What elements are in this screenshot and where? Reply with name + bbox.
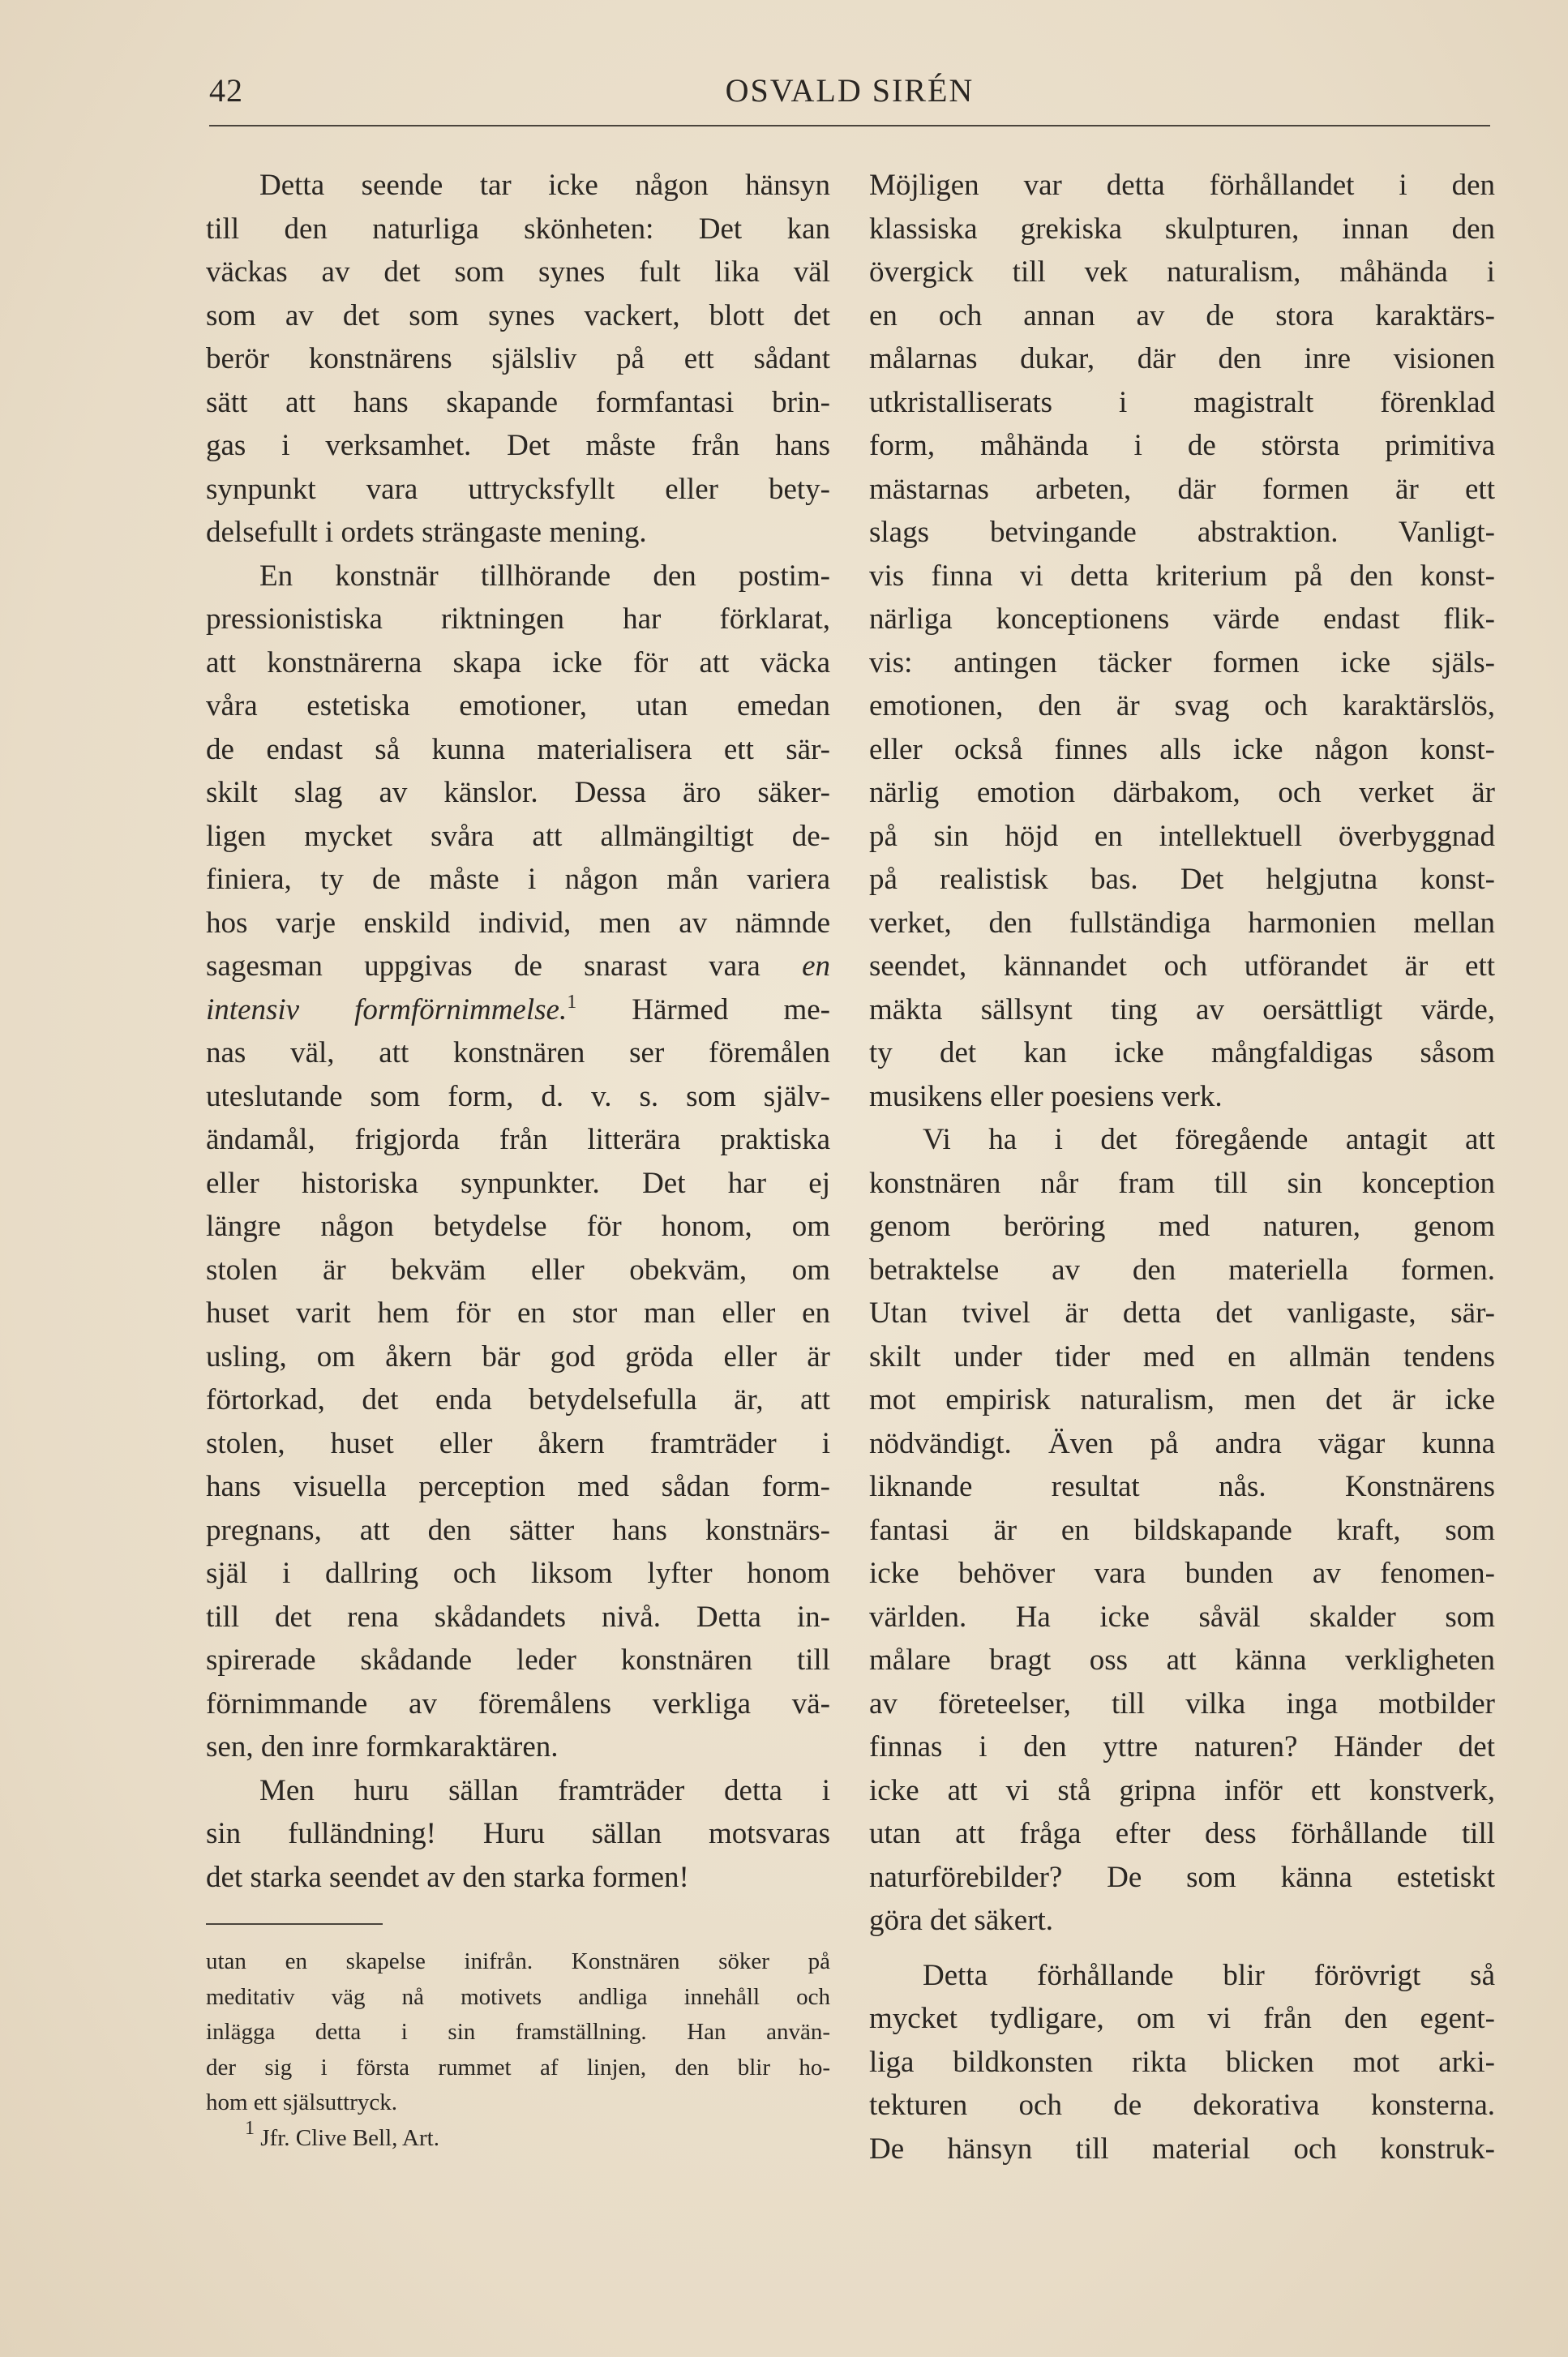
text-line: mästarnas arbeten, där formen är ett: [869, 472, 1495, 506]
text-line: utkristalliserats i magistralt förenklad: [869, 385, 1495, 419]
text-line: finnas i den yttre naturen? Händer det: [869, 1730, 1495, 1763]
text-line: naturförebilder? De som känna estetiskt: [869, 1860, 1495, 1894]
text-line: spirerade skådande leder konstnären till: [206, 1643, 830, 1677]
text-line: pressionistiska riktningen har förklarat,: [206, 602, 830, 636]
right-paragraph-2: [869, 1118, 1495, 1943]
text-line: göra det säkert.: [869, 1904, 1054, 1937]
right-paragraph-3: [869, 1954, 1495, 2171]
text-line: konstnären når fram till sin konception: [869, 1166, 1495, 1200]
text-line: utan att fråga efter dess förhållande till: [869, 1817, 1495, 1850]
text-line: mot empirisk naturalism, men det är icke: [869, 1383, 1495, 1416]
text-fragment: Härmed me-: [576, 992, 830, 1026]
text-line: våra estetiska emotioner, utan emedan: [206, 689, 830, 722]
text-line: stolen, huset eller åkern framträder i: [206, 1426, 830, 1460]
footnote-text: Jfr. Clive Bell, Art.: [255, 2124, 439, 2151]
text-line: Men huru sällan framträder detta i: [259, 1773, 830, 1807]
text-line: fantasi är en bildskapande kraft, som: [869, 1513, 1495, 1547]
text-line: De hänsyn till material och konstruk-: [869, 2132, 1495, 2166]
text-line: pregnans, att den sätter hans konstnärs-: [206, 1513, 830, 1547]
text-line: betraktelse av den materiella formen.: [869, 1253, 1495, 1287]
text-line: ty det kan icke mångfaldigas såsom: [869, 1036, 1495, 1069]
text-line: Detta förhållande blir förövrigt så: [923, 1958, 1495, 1992]
text-line: de endast så kunna materialisera ett sär-: [206, 732, 830, 766]
italic-phrase-start: en: [802, 949, 831, 983]
left-paragraph-2: [206, 555, 830, 1769]
text-line: längre någon betydelse för honom, om: [206, 1210, 830, 1243]
footnote-line: meditativ väg nå motivets andliga innehåll och: [206, 1983, 830, 2010]
text-line-with-italic: [206, 988, 830, 1032]
text-line: övergick till vek naturalism, måhända i: [869, 255, 1495, 289]
footnote-1: [206, 2117, 830, 2157]
page-number: 42: [209, 72, 243, 109]
text-line: liknande resultat nås. Konstnärens: [869, 1470, 1495, 1503]
text-line: sätt att hans skapande formfantasi brin-: [206, 385, 830, 419]
right-paragraph-1: [869, 164, 1495, 1118]
text-line: till den naturliga skönheten: Det kan: [206, 212, 830, 246]
text-line: gas i verksamhet. Det måste från hans: [206, 429, 830, 462]
text-line: liga bildkonsten rikta blicken mot arki-: [869, 2045, 1495, 2079]
text-line: skilt under tider med en allmän tendens: [869, 1339, 1495, 1373]
text-line: eller historiska synpunkter. Det har ej: [206, 1166, 830, 1200]
text-line: emotionen, den är svag och karaktärslös,: [869, 689, 1495, 722]
text-line: som av det som synes vackert, blott det: [206, 298, 830, 332]
text-line: till det rena skådandets nivå. Detta in-: [206, 1600, 830, 1634]
running-title: OSVALD SIRÉN: [725, 72, 975, 109]
footnote-rule: [206, 1923, 383, 1925]
text-line: delsefullt i ordets strängaste mening.: [206, 516, 647, 549]
text-line: världen. Ha icke såväl skalder som: [869, 1600, 1495, 1634]
text-line: att konstnärerna skapa icke för att väcka: [206, 645, 830, 679]
footnote-line: inlägga detta i sin framställning. Han använ-: [206, 2019, 830, 2045]
footnote-reference[interactable]: 1: [567, 991, 577, 1013]
text-line: slags betvingande abstraktion. Vanligt-: [869, 516, 1495, 549]
text-line: eller också finnes alls icke någon konst-: [869, 732, 1495, 766]
text-fragment: sagesman uppgivas de snarast vara: [206, 949, 760, 983]
text-line: berör konstnärens själsliv på ett sådant: [206, 342, 830, 375]
text-line: verket, den fullständiga harmonien mellan: [869, 906, 1495, 940]
italic-phrase: intensiv formförnimmelse.: [206, 992, 568, 1026]
text-line: målarnas dukar, där den inre visionen: [869, 342, 1495, 375]
text-line: på realistisk bas. Det helgjutna konst-: [869, 863, 1495, 896]
text-line: tekturen och de dekorativa konsterna.: [869, 2089, 1495, 2122]
text-line: närliga konceptionens värde endast flik-: [869, 602, 1495, 636]
header-rule: [209, 125, 1490, 126]
footnote-number: 1: [245, 2117, 255, 2139]
text-line: mycket tydligare, om vi från den egent-: [869, 2002, 1495, 2035]
text-line: seendet, kännandet och utförandet är ett: [869, 949, 1495, 983]
footnote-line: der sig i första rummet af linjen, den blir ho-: [206, 2054, 830, 2081]
text-line: förnimmande av föremålens verkliga vä-: [206, 1686, 830, 1721]
text-line: finiera, ty de måste i någon mån variera: [206, 863, 830, 896]
right-column: [869, 164, 1495, 2171]
left-paragraph-1: [206, 164, 830, 555]
footnotes: [206, 1944, 830, 2156]
text-line: mäkta sällsynt ting av oersättligt värde,: [869, 992, 1495, 1026]
paragraph-gap: [869, 1943, 1495, 1954]
text-line: ligen mycket svåra att allmängiltigt de-: [206, 819, 830, 853]
text-line: musikens eller poesiens verk.: [869, 1079, 1223, 1113]
text-line: Vi ha i det föregående antagit att: [923, 1123, 1495, 1156]
text-line: sen, den inre formkaraktären.: [206, 1730, 559, 1763]
text-line: klassiska grekiska skulpturen, innan den: [869, 212, 1495, 246]
text-line: det starka seendet av den starka formen!: [206, 1860, 689, 1894]
text-line: skilt slag av känslor. Dessa äro säker-: [206, 776, 830, 809]
text-line: genom beröring med naturen, genom: [869, 1210, 1495, 1243]
footnote-line: hom ett själsuttryck.: [206, 2089, 397, 2115]
text-line: närlig emotion därbakom, och verket är: [869, 776, 1495, 809]
text-line: en och annan av de stora karaktärs-: [869, 298, 1495, 332]
text-line: Möjligen var detta förhållandet i den: [869, 169, 1495, 202]
page-header: [209, 71, 1490, 120]
text-line: sin fulländning! Huru sällan motsvaras: [206, 1817, 830, 1850]
text-line: nas väl, att konstnären ser föremålen: [206, 1036, 830, 1069]
text-line: Detta seende tar icke någon hänsyn: [259, 169, 830, 202]
text-line: av företeelser, till vilka inga motbilder: [869, 1686, 1495, 1721]
text-line: vis finna vi detta kriterium på den konst-: [869, 559, 1495, 593]
text-line: förtorkad, det enda betydelsefulla är, att: [206, 1383, 830, 1416]
footnote-line: utan en skapelse inifrån. Konstnären söker på: [206, 1948, 830, 1974]
text-line-with-italic: [206, 945, 830, 988]
text-line: form, måhända i de största primitiva: [869, 429, 1495, 462]
left-paragraph-3: [206, 1769, 830, 1900]
text-line: huset varit hem för en stor man eller en: [206, 1296, 830, 1330]
text-line: synpunkt vara uttrycksfyllt eller bety-: [206, 472, 830, 506]
left-column: [206, 164, 830, 1899]
text-line: nödvändigt. Även på andra vägar kunna: [869, 1426, 1495, 1460]
text-line: målare bragt oss att känna verkligheten: [869, 1643, 1495, 1677]
text-line: usling, om åkern bär god gröda eller är: [206, 1339, 830, 1373]
text-line: hos varje enskild individ, men av nämnde: [206, 906, 830, 940]
text-line: hans visuella perception med sådan form-: [206, 1470, 830, 1503]
text-line: vis: antingen täcker formen icke själs-: [869, 645, 1495, 679]
text-line: ändamål, frigjorda från litterära praktiska: [206, 1123, 830, 1156]
text-line: stolen är bekväm eller obekväm, om: [206, 1253, 830, 1287]
text-line: icke att vi stå gripna inför ett konstverk,: [869, 1773, 1495, 1807]
text-line: En konstnär tillhörande den postim-: [259, 559, 830, 593]
text-line: väckas av det som synes fult lika väl: [206, 255, 830, 289]
text-line: icke behöver vara bunden av fenomen-: [869, 1557, 1495, 1590]
text-line: uteslutande som form, d. v. s. som själv-: [206, 1079, 830, 1113]
text-line: själ i dallring och liksom lyfter honom: [206, 1557, 830, 1590]
text-line: på sin höjd en intellektuell överbyggnad: [869, 819, 1495, 853]
text-line: Utan tvivel är detta det vanligaste, sär-: [869, 1296, 1495, 1330]
